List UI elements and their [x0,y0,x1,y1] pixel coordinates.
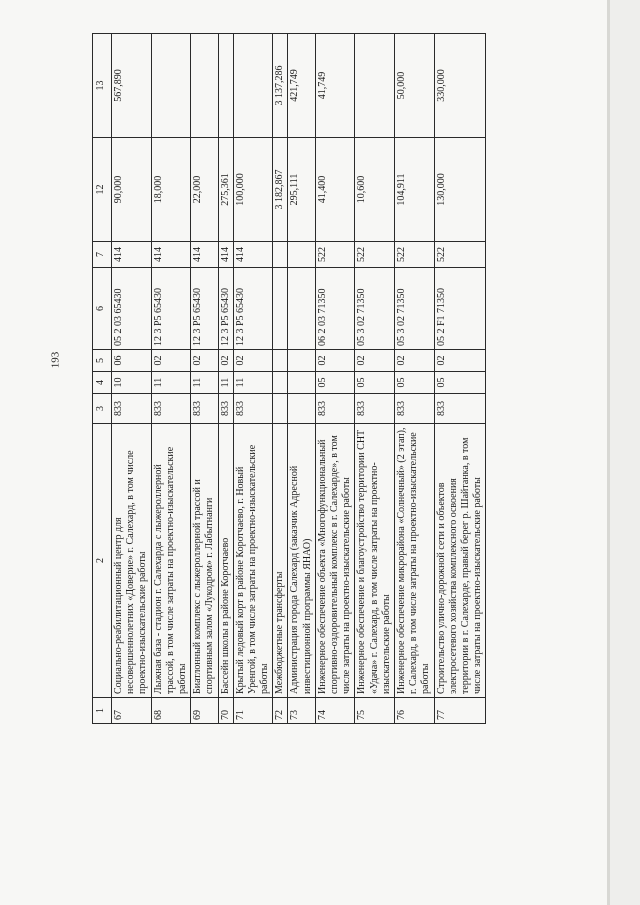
table-cell-c5: 02 [191,350,218,372]
table-cell-name: Инженерное обеспечение объекта «Многофункциональный спортивно-оздоровительный комплекс в г. Салехарде», в том числе затраты на проектно-изыскательские работы [315,424,355,698]
table-cell-c13 [218,34,233,138]
table-row [218,34,233,724]
table-cell-c13 [151,34,191,138]
page-number: 193 [49,351,62,369]
table-cell-n: 72 [273,698,288,724]
table-cell-n: 70 [218,698,233,724]
table-cell-c12: 100,000 [233,138,273,242]
table-cell-name: Крытый ледовый корт в районе Коротчаево, г. Новый Уренгой, в том числе затраты на проектно-изыскательские работы [233,424,273,698]
table-cell-c13: 50,000 [394,34,434,138]
table-cell-name: Администрация города Салехард (заказчик Адресной инвестиционной программы ЯНАО) [288,424,315,698]
column-header: 6 [93,268,112,350]
table-cell-c4: 05 [355,372,395,394]
table-cell-c6: 05 3 02 71350 [394,268,434,350]
table-cell-c12: 275,361 [218,138,233,242]
column-header: 4 [93,372,112,394]
table-cell-c4 [288,372,315,394]
column-header: 12 [93,138,112,242]
table-cell-name: Лыжная база - стадион г. Салехарда с лыжероллерной трассой, в том числе затраты на проектно-изыскательские работы [151,424,191,698]
table-cell-c3: 833 [112,394,152,424]
table-cell-c13: 3 137,286 [273,34,288,138]
page-edge [607,0,610,905]
table-row [233,34,273,724]
table-cell-c6: 12 3 P5 65430 [233,268,273,350]
table-row [151,34,191,724]
table-cell-n: 76 [394,698,434,724]
column-header: 3 [93,394,112,424]
table-cell-c13 [355,34,395,138]
table-cell-c4: 11 [191,372,218,394]
table-header-row [93,34,112,724]
table-row [191,34,218,724]
table-cell-c12: 104,911 [394,138,434,242]
table-cell-name: Инженерное обеспечение микрорайона «Солнечный» (2 этап), г. Салехард, в том числе затраты на проектно-изыскательские работы [394,424,434,698]
table-cell-c7: 414 [233,242,273,268]
table-cell-c7: 414 [191,242,218,268]
table-cell-c7: 414 [151,242,191,268]
rotated-table-container [92,34,554,724]
table-cell-c6: 05 2 03 65430 [112,268,152,350]
table-cell-c12: 22,000 [191,138,218,242]
table-cell-c6: 12 3 P5 65430 [218,268,233,350]
table-cell-c7 [273,242,288,268]
table-cell-name: Строительство улично-дорожной сети и объектов электросетевого хозяйства комплексного освоения территории в г. Салехарде, правый берег р. Шайтанка, в том числе затраты на проектно-изыскательские работы [434,424,486,698]
table-cell-c5 [273,350,288,372]
table-row [355,34,395,724]
table-cell-c5: 02 [434,350,486,372]
table-cell-c13: 421,749 [288,34,315,138]
table-cell-name: Бассейн школы в районе Коротчаево [218,424,233,698]
table-cell-c12: 90,000 [112,138,152,242]
table-cell-c7 [288,242,315,268]
table-cell-n: 71 [233,698,273,724]
table-cell-name: Инженерное обеспечение и благоустройство территории СНТ «Удача» г. Салехард, в том числе затраты на проектно-изыскательские работы [355,424,395,698]
table-cell-c4 [273,372,288,394]
table-cell-c7: 522 [434,242,486,268]
column-header: 1 [93,698,112,724]
table-cell-c7: 522 [394,242,434,268]
table-row [434,34,486,724]
table-cell-c3: 833 [355,394,395,424]
table-row [394,34,434,724]
table-cell-n: 69 [191,698,218,724]
column-header: 5 [93,350,112,372]
table-cell-c6: 12 3 P5 65430 [151,268,191,350]
table-cell-n: 77 [434,698,486,724]
table-cell-name: Социально-реабилитационный центр для несовершеннолетних «Доверие» г. Салехард, в том числе проектно-изыскательские работы [112,424,152,698]
table-cell-c6 [288,268,315,350]
table-cell-c6: 06 2 03 71350 [315,268,355,350]
table-cell-n: 73 [288,698,315,724]
table-cell-c12: 10,600 [355,138,395,242]
table-cell-c12: 130,000 [434,138,486,242]
column-header: 13 [93,34,112,138]
table-cell-c3: 833 [233,394,273,424]
table-cell-n: 67 [112,698,152,724]
table-cell-c6: 12 3 P5 65430 [191,268,218,350]
table-cell-c6 [273,268,288,350]
table-cell-c3: 833 [434,394,486,424]
table-cell-c5: 02 [233,350,273,372]
table-cell-c5: 02 [355,350,395,372]
table-row [273,34,288,724]
table-cell-c5: 02 [218,350,233,372]
table-cell-c12: 41,400 [315,138,355,242]
table-cell-c5: 02 [394,350,434,372]
table-row [112,34,152,724]
table-cell-c5 [288,350,315,372]
table-cell-c3: 833 [151,394,191,424]
table-cell-c13 [233,34,273,138]
table-row [288,34,315,724]
table-cell-c4: 11 [218,372,233,394]
table-cell-c13: 567,890 [112,34,152,138]
table-cell-c3: 833 [191,394,218,424]
table-cell-c5: 02 [151,350,191,372]
table-cell-n: 68 [151,698,191,724]
table-cell-c7: 414 [112,242,152,268]
column-header: 2 [93,424,112,698]
table-cell-c4: 10 [112,372,152,394]
table-cell-c13 [191,34,218,138]
table-cell-c4: 11 [233,372,273,394]
table-cell-c4: 05 [434,372,486,394]
table-cell-c7: 522 [315,242,355,268]
table-cell-c12: 3 182,867 [273,138,288,242]
table-cell-c12: 18,000 [151,138,191,242]
table-cell-c7: 522 [355,242,395,268]
table-cell-c7: 414 [218,242,233,268]
table-cell-n: 74 [315,698,355,724]
table-cell-c12: 295,111 [288,138,315,242]
table-cell-c4: 11 [151,372,191,394]
table-cell-c4: 05 [315,372,355,394]
table-row [315,34,355,724]
table-cell-name: Межбюджетные трансферты [273,424,288,698]
table-cell-c5: 06 [112,350,152,372]
table-cell-name: Биатлонный комплекс с лыжероллерной трассой и спортивным залом «Лукодром» г. Лабытнанги [191,424,218,698]
table-cell-c3 [288,394,315,424]
table-cell-c5: 02 [315,350,355,372]
table-cell-c6: 05 3 02 71350 [355,268,395,350]
table-cell-c13: 41,749 [315,34,355,138]
table-cell-n: 75 [355,698,395,724]
table-cell-c13: 330,000 [434,34,486,138]
table-cell-c3: 833 [315,394,355,424]
table-cell-c3 [273,394,288,424]
table-cell-c3: 833 [218,394,233,424]
budget-table [92,33,486,724]
table-cell-c4: 05 [394,372,434,394]
column-header: 7 [93,242,112,268]
table-cell-c3: 833 [394,394,434,424]
table-cell-c6: 05 2 F1 71350 [434,268,486,350]
